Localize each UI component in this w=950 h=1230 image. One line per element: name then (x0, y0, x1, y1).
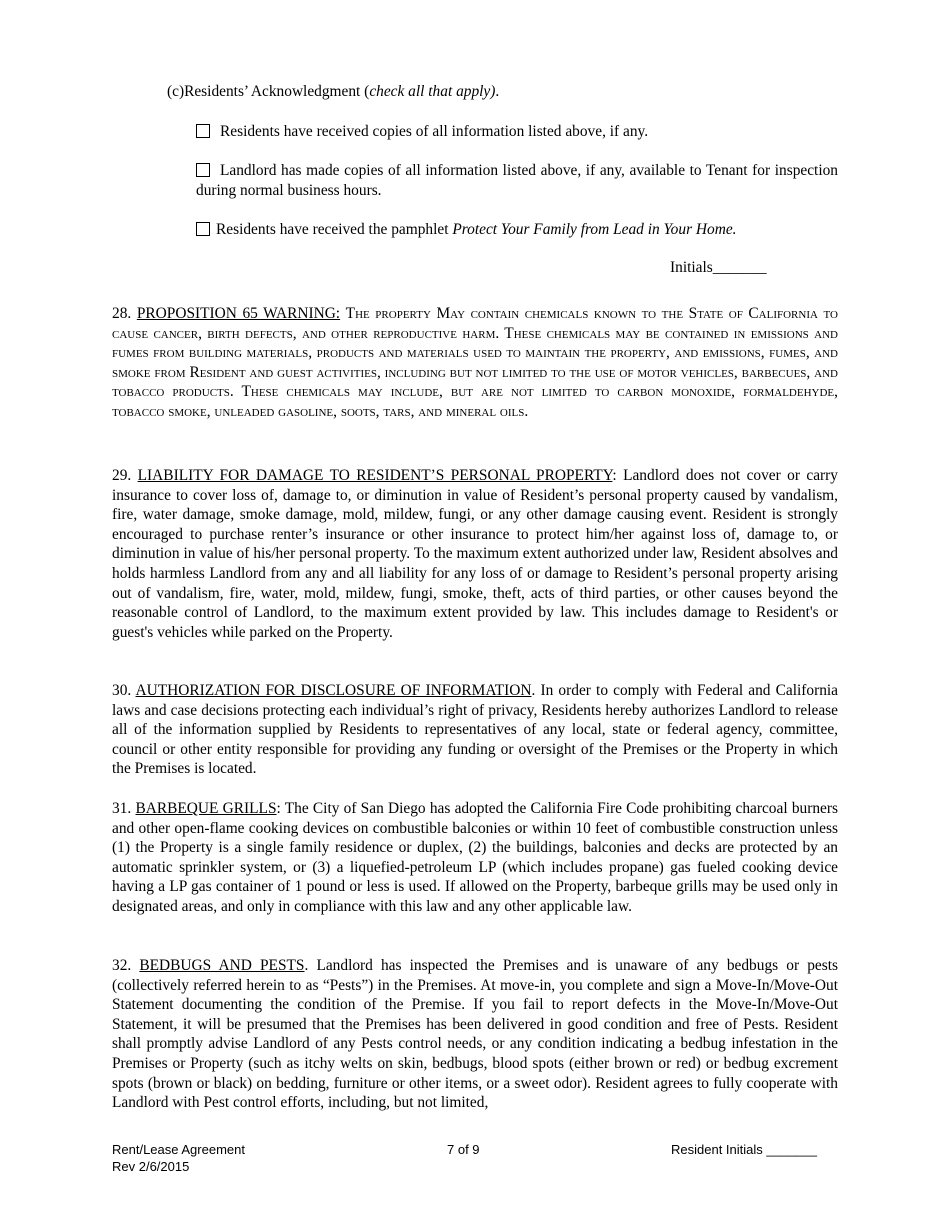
section-body: . In order to comply with Federal and California laws and case decisions protecting each individual’s right of privacy, Residents hereby authorizes Landlord to release all of the information supplied by Residents to representatives of any local, state or federal agency, committee, council or other entity responsible for providing any funding or oversight of the Premises or the Property in which the Premises is located. (112, 682, 838, 778)
residents-acknowledgment-heading (167, 82, 499, 102)
ack-item-label: Residents have received the pamphlet (216, 221, 453, 238)
checkbox[interactable] (196, 163, 210, 177)
ack-item-pamphlet (196, 220, 838, 240)
ack-item-label: Landlord has made copies of all information listed above, if any, available to Tenant for inspection during normal business hours. (196, 162, 838, 199)
section-heading: PROPOSITION 65 WARNING: (136, 305, 341, 322)
section-body: . Landlord has inspected the Premises and is unaware of any bedbugs or pests (collectively referred herein to as “Pests”) in the Premises. At move-in, you complete and sign a Move-In/Move-Out Statement documenting the condition of the Premise. If you fail to report defects in the Move-In/Move-Out Statement, it will be presumed that the Premises has been delivered in good condition and free of Pests. Resident shall promptly advise Landlord of any Pests control needs, or any condition indicating a bedbug infestation in the Premises or Property (such as itchy welts on skin, bedbugs, blood spots (either brown or red) or bedbug excrement spots (brown or black) on bedding, furniture or other items, or a sweet odor). Resident agrees to fully cooperate with Landlord with Pest control efforts, including, but not limited, (112, 957, 838, 1112)
section-32-bedbugs (112, 956, 838, 1113)
section-heading: BEDBUGS AND PESTS (139, 957, 305, 974)
footer-resident-initials: Resident Initials _______ (671, 1142, 817, 1157)
footer-doc-title: Rent/Lease Agreement (112, 1142, 245, 1157)
footer-revision: Rev 2/6/2015 (112, 1159, 190, 1174)
section-heading: AUTHORIZATION FOR DISCLOSURE OF INFORMATION (135, 682, 532, 699)
section-body: The property May contain chemicals known to the State of California to cause cancer, birth defects, and other reproductive harm. These chemicals may be contained in emissions and fumes from building materials, products and materials used to maintain the property, and emissions, fumes, and smoke from Resident and guest activities, including but not limited to the use of motor vehicles, barbecues, and tobacco products. These chemicals may include, but are not limited to carbon monoxide, formaldehyde, tobacco smoke, unleaded gasoline, soots, tars, and mineral oils. (112, 305, 838, 420)
ack-heading-text: (c)Residents’ Acknowledgment ( (167, 83, 370, 100)
section-number: 28. (112, 305, 132, 322)
section-body: : Landlord does not cover or carry insurance to cover loss of, damage to, or diminution in value of Resident’s personal property caused by vandalism, fire, water damage, smoke damage, mold, mildew, fungi, or any other damage causing event. Resident is strongly encouraged to purchase renter’s insurance or other insurance to protect him/her against loss of, damage to, or diminution in value of his/her personal property. To the maximum extent authorized under law, Resident absolves and holds harmless Landlord from any and all liability for any loss of or damage to Resident’s personal property arising out of vandalism, fire, water, mold, mildew, fungi, smoke, theft, acts of third parties, or other causes beyond the reasonable control of Landlord, to the maximum extent provided by law. This includes damage to Resident's or guest's vehicles while parked on the Property. (112, 467, 838, 641)
footer-doc-info (112, 1141, 245, 1175)
section-number: 32. (112, 957, 132, 974)
section-body: : The City of San Diego has adopted the California Fire Code prohibiting charcoal burners and other open-flame cooking devices on combustible balconies or within 10 feet of combustible construction unless (1) the Property is a single family residence or duplex, (2) the buildings, balconies and decks are protected by an automatic sprinkler system, or (3) a liquefied-petroleum LP (which includes propane) gas fueled cooking device having a LP gas container of 1 pound or less is used. If allowed on the Property, barbeque grills may be used only in designated areas, and only in compliance with this law and any other applicable law. (112, 800, 838, 915)
checkbox[interactable] (196, 124, 210, 138)
section-heading: BARBEQUE GRILLS (135, 800, 277, 817)
section-29-liability (112, 466, 838, 642)
section-number: 31. (112, 800, 132, 817)
ack-heading-suffix: . (495, 83, 500, 100)
ack-item-copies-received (196, 122, 838, 142)
initials-line: Initials_______ (670, 259, 767, 276)
ack-item-copies-available (196, 161, 838, 200)
section-number: 30. (112, 682, 132, 699)
section-31-barbeque-grills (112, 799, 838, 917)
pamphlet-title: Protect Your Family from Lead in Your Home. (452, 221, 737, 238)
checkbox[interactable] (196, 222, 210, 236)
section-heading: LIABILITY FOR DAMAGE TO RESIDENT’S PERSONAL PROPERTY (137, 467, 613, 484)
footer-page-number: 7 of 9 (447, 1142, 480, 1157)
section-28-proposition-65 (112, 304, 838, 422)
ack-heading-italic: check all that apply) (369, 83, 496, 100)
section-30-disclosure (112, 681, 838, 779)
section-number: 29. (112, 467, 132, 484)
ack-item-label: Residents have received copies of all information listed above, if any. (220, 123, 649, 140)
